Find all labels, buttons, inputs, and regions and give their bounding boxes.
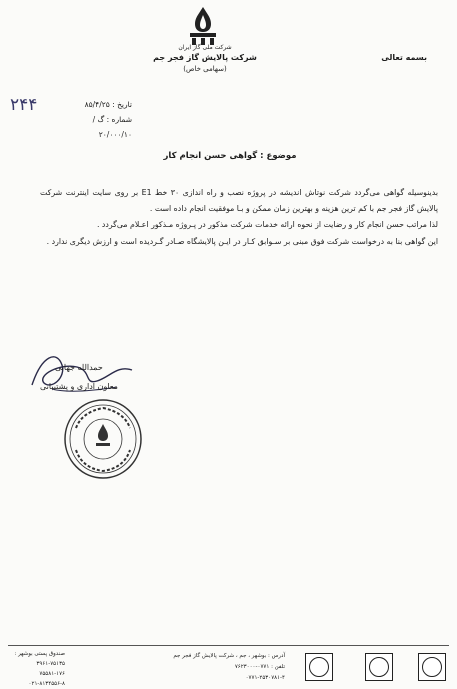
footer-fax: ۰۲۱-۸۱۳۴۵۵۶-۸ [28, 681, 65, 687]
certification-badge [365, 653, 393, 681]
signatory-name: حمدالله جهانی [55, 363, 103, 372]
signatory-title: معاون اداری و پشتیبانی [40, 382, 118, 391]
certification-badge [305, 653, 333, 681]
handwritten-number: ۲۴۴ [10, 95, 38, 115]
footer-contacts [5, 649, 65, 689]
bismillah-heading: بسمه تعالی [381, 53, 427, 62]
letter-body [40, 185, 438, 250]
company-logo [181, 5, 225, 47]
letter-meta [62, 97, 132, 142]
footer-tehran: ۷۵۵۸۱-۱۷۶ [39, 671, 65, 677]
letter-number: شماره : گ /۲۰/۰۰۰/۱۰ [92, 115, 132, 139]
body-paragraph-2: لذا مراتب حسن انجام کار و رضایت از نحوه ارائه خدمات شرکت مذکور در پـروژه مـذکور اعـلام می‌گردد . [96, 220, 438, 229]
footer-divider [8, 645, 449, 646]
footer-address-block [95, 651, 285, 684]
certification-badge [418, 653, 446, 681]
org-type: (سهامی خاص) [183, 65, 227, 73]
letter-date: تاریخ : ۸۵/۴/۲۵ [84, 100, 132, 109]
letter-subject: موضوع : گواهی حسن انجام کار [163, 151, 297, 161]
handwritten-signature [22, 345, 152, 400]
footer-address: آدرس : بوشهر ، جم ، شرکت پالایش گاز فجر جم [173, 653, 285, 659]
footer-po-box: صندوق پستی بوشهر : ۷۵۱۳۵-۳۹۶۱ [14, 651, 65, 667]
body-paragraph-3: این گواهی بنا به درخواست شرکت فوق مبنی بر سـوابق کـار در ایـن پالایشگاه صـادر گـردیده است و ارزش دیگری ندارد . [46, 236, 438, 246]
official-seal [62, 398, 144, 480]
footer-phone: تلفن : ۰۷۷۱-۷۶۲۳۰۰۰ [234, 664, 285, 670]
org-name: شرکت پالایش گاز فجر جم [153, 53, 257, 62]
org-name-parent: شرکت ملی گاز ایران [178, 44, 232, 51]
body-paragraph-1: بدینوسیله گواهی می‌گردد شرکت نوتاش اندیشه در پروژه نصب و راه اندازی ۳۰ خط E1 بر روی سایت اینترنت شرکت پالایش گاز فجر جم با کم ترین هزینه و بهترین زمان ممکن و بـا موفقیت انجام داده است . [40, 188, 438, 213]
footer-phone2: ۰۷۷۱-۲۵۳۰۷۸۱-۴ [245, 675, 285, 681]
